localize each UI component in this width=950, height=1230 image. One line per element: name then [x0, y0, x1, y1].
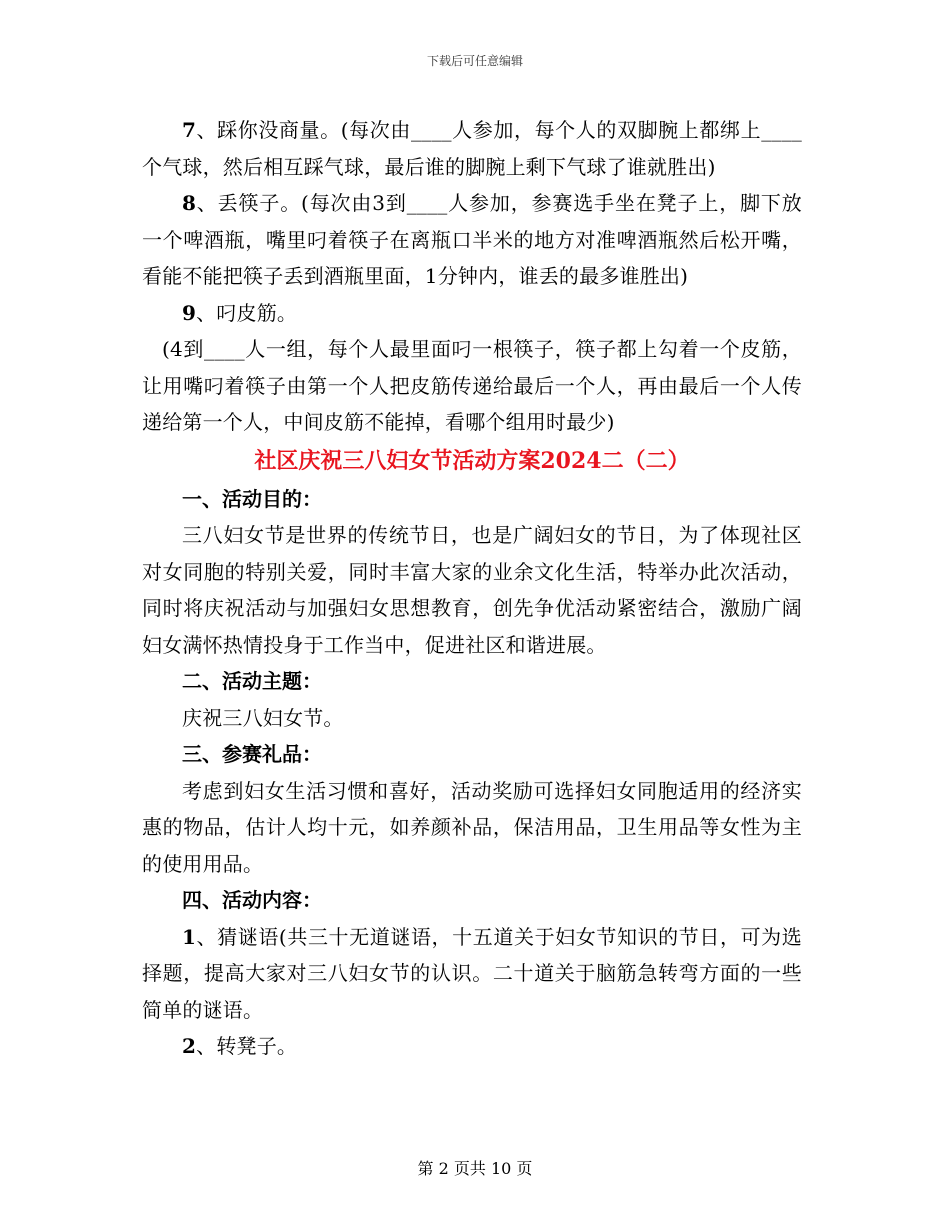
item-number: 2: [182, 1034, 197, 1058]
game-item-8: [142, 185, 802, 295]
content-item-2: [142, 1028, 802, 1065]
item-number: 8: [182, 191, 197, 215]
item-number: 7: [182, 118, 197, 142]
document-body: [142, 112, 802, 1065]
page-header: 下载后可任意编辑: [426, 54, 523, 68]
item-number: 1: [182, 924, 197, 949]
page-footer: 第 2 页共 10 页: [417, 1159, 533, 1178]
purpose-heading: 一、活动目的：: [182, 486, 322, 511]
game-item-9-detail: (4到____人一组，每个人最里面叼一根筷子，筷子都上勾着一个皮筋，让用嘴叼着筷子由第一个人把皮筋传递给最后一个人，再由最后一个人传递给第一个人，中间皮筋不能掉，看哪个组用时最少): [142, 337, 802, 434]
content-item-1: [142, 919, 802, 1029]
item-number: 9: [182, 300, 197, 325]
game-item-9: [142, 295, 802, 332]
item-text: 、叼皮筋。: [196, 300, 298, 325]
prize-text: 考虑到妇女生活习惯和喜好，活动奖励可选择妇女同胞适用的经济实惠的物品，估计人均十元，如养颜补品，保洁用品，卫生用品等女性为主的使用用品。: [142, 778, 802, 876]
game-item-7: [142, 112, 802, 185]
section-title: 社区庆祝三八妇女节活动方案2024二（二）: [254, 447, 690, 474]
prize-heading: 三、参赛礼品：: [182, 742, 322, 766]
theme-text: 庆祝三八妇女节。: [182, 705, 344, 730]
item-text: 、猜谜语(共三十无道谜语，十五道关于妇女节知识的节日，可为选择题，提高大家对三八妇女节的认识。二十道关于脑筋急转弯方面的一些简单的谜语。: [142, 924, 802, 1022]
content-heading: 四、活动内容：: [182, 888, 322, 912]
item-text: 、丢筷子。(每次由3到____人参加，参赛选手坐在凳子上，脚下放一个啤酒瓶，嘴里叼着筷子在离瓶口半米的地方对准啤酒瓶然后松开嘴，看能不能把筷子丢到酒瓶里面，1分钟内，谁丢的最多谁胜出): [142, 191, 802, 288]
theme-heading: 二、活动主题：: [182, 669, 322, 693]
item-text: 、踩你没商量。(每次由____人参加，每个人的双脚腕上都绑上____个气球，然后相互踩气球，最后谁的脚腕上剩下气球了谁就胜出): [142, 118, 802, 179]
purpose-text: 三八妇女节是世界的传统节日，也是广阔妇女的节日，为了体现社区对女同胞的特别关爱，同时丰富大家的业余文化生活，特举办此次活动，同时将庆祝活动与加强妇女思想教育，创先争优活动紧密结合，激励广阔妇女满怀热情投身于工作当中，促进社区和谐进展。: [142, 523, 802, 657]
item-text: 、转凳子。: [196, 1034, 298, 1058]
